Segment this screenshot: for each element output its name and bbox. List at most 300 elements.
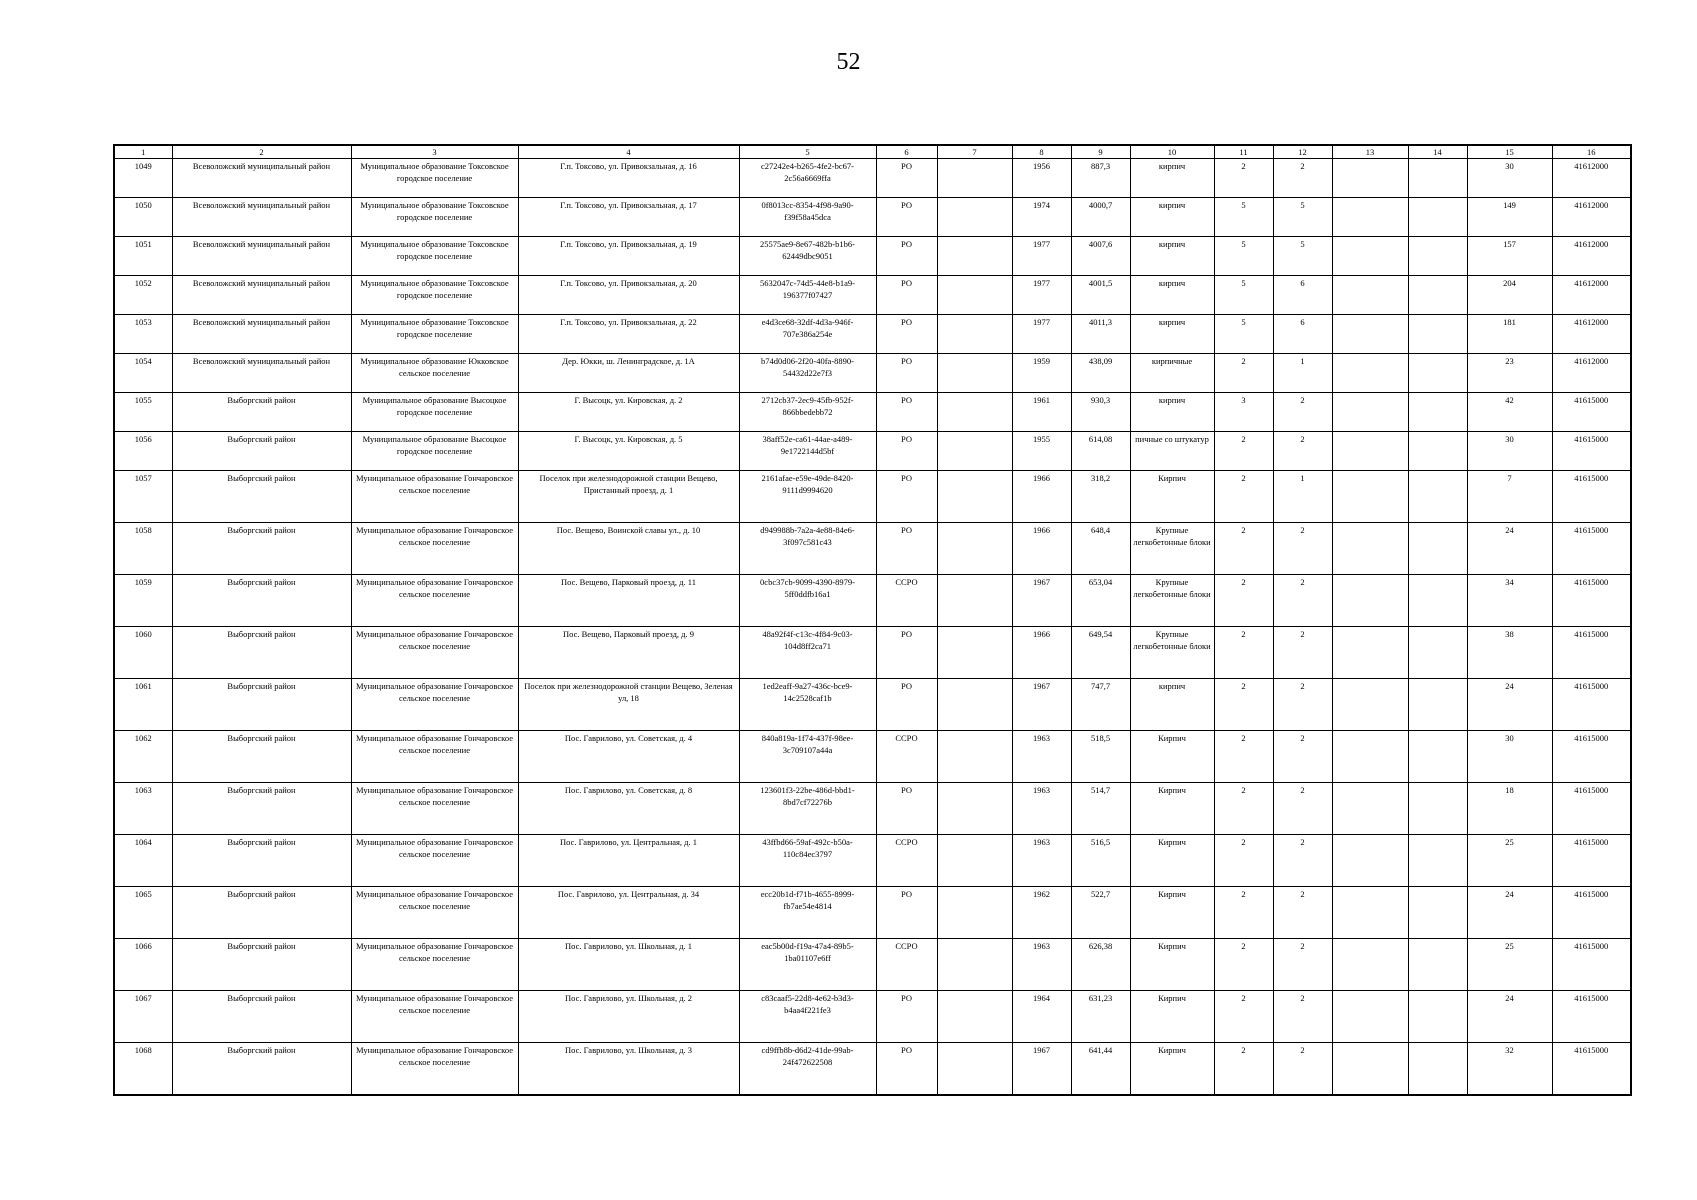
column-header: 2 bbox=[172, 145, 351, 159]
cell-col-5: 1ed2eaff-9a27-436c-bce9-14c2528caf1b bbox=[739, 679, 876, 731]
cell-col-2: Выборгский район bbox=[172, 783, 351, 835]
table-row bbox=[114, 679, 1631, 731]
cell-col-4: Г. Высоцк, ул. Кировская, д. 2 bbox=[518, 393, 739, 432]
cell-col-12: 2 bbox=[1273, 887, 1332, 939]
cell-col-4: Дер. Юкки, ш. Ленинградское, д. 1А bbox=[518, 354, 739, 393]
cell-col-14 bbox=[1408, 731, 1467, 783]
cell-col-14 bbox=[1408, 887, 1467, 939]
cell-col-9: 631,23 bbox=[1071, 991, 1130, 1043]
cell-col-11: 2 bbox=[1214, 159, 1273, 198]
cell-col-7 bbox=[937, 679, 1012, 731]
cell-col-3: Муниципальное образование Гончаровское сельское поселение bbox=[351, 939, 518, 991]
table-row bbox=[114, 731, 1631, 783]
cell-col-14 bbox=[1408, 679, 1467, 731]
cell-col-6: РО bbox=[876, 276, 937, 315]
cell-col-7 bbox=[937, 627, 1012, 679]
cell-col-5: c27242e4-b265-4fe2-bc67-2c56a6669ffa bbox=[739, 159, 876, 198]
table-row bbox=[114, 523, 1631, 575]
cell-col-4: Г.п. Токсово, ул. Привокзальная, д. 17 bbox=[518, 198, 739, 237]
cell-col-2: Выборгский район bbox=[172, 1043, 351, 1096]
cell-col-8: 1963 bbox=[1012, 783, 1071, 835]
cell-col-10: Крупные легкобетонные блоки bbox=[1130, 627, 1214, 679]
cell-col-8: 1959 bbox=[1012, 354, 1071, 393]
cell-col-13 bbox=[1332, 315, 1408, 354]
cell-col-6: ССРО bbox=[876, 575, 937, 627]
cell-col-16: 41612000 bbox=[1552, 315, 1631, 354]
cell-col-6: РО bbox=[876, 315, 937, 354]
cell-col-1: 1064 bbox=[114, 835, 172, 887]
cell-col-2: Выборгский район bbox=[172, 523, 351, 575]
cell-col-4: Пос. Гаврилово, ул. Школьная, д. 1 bbox=[518, 939, 739, 991]
cell-col-1: 1050 bbox=[114, 198, 172, 237]
header-row bbox=[114, 145, 1631, 159]
cell-col-6: РО bbox=[876, 1043, 937, 1096]
cell-col-11: 2 bbox=[1214, 575, 1273, 627]
table-row bbox=[114, 393, 1631, 432]
cell-col-8: 1977 bbox=[1012, 237, 1071, 276]
cell-col-11: 2 bbox=[1214, 939, 1273, 991]
cell-col-4: Г.п. Токсово, ул. Привокзальная, д. 22 bbox=[518, 315, 739, 354]
cell-col-14 bbox=[1408, 523, 1467, 575]
cell-col-2: Выборгский район bbox=[172, 939, 351, 991]
cell-col-6: ССРО bbox=[876, 835, 937, 887]
table-header bbox=[114, 145, 1631, 159]
cell-col-11: 2 bbox=[1214, 783, 1273, 835]
cell-col-7 bbox=[937, 783, 1012, 835]
cell-col-15: 157 bbox=[1467, 237, 1552, 276]
cell-col-6: РО bbox=[876, 159, 937, 198]
cell-col-8: 1956 bbox=[1012, 159, 1071, 198]
cell-col-12: 2 bbox=[1273, 523, 1332, 575]
cell-col-8: 1961 bbox=[1012, 393, 1071, 432]
cell-col-13 bbox=[1332, 887, 1408, 939]
cell-col-14 bbox=[1408, 835, 1467, 887]
cell-col-9: 4000,7 bbox=[1071, 198, 1130, 237]
cell-col-5: c83caaf5-22d8-4e62-b3d3-b4aa4f221fe3 bbox=[739, 991, 876, 1043]
cell-col-3: Муниципальное образование Гончаровское сельское поселение bbox=[351, 627, 518, 679]
cell-col-14 bbox=[1408, 627, 1467, 679]
cell-col-7 bbox=[937, 432, 1012, 471]
cell-col-9: 649,54 bbox=[1071, 627, 1130, 679]
cell-col-11: 2 bbox=[1214, 731, 1273, 783]
cell-col-15: 181 bbox=[1467, 315, 1552, 354]
cell-col-14 bbox=[1408, 1043, 1467, 1096]
column-header: 11 bbox=[1214, 145, 1273, 159]
cell-col-16: 41615000 bbox=[1552, 575, 1631, 627]
cell-col-2: Выборгский район bbox=[172, 731, 351, 783]
cell-col-11: 5 bbox=[1214, 276, 1273, 315]
table-row bbox=[114, 354, 1631, 393]
cell-col-7 bbox=[937, 731, 1012, 783]
cell-col-8: 1967 bbox=[1012, 1043, 1071, 1096]
cell-col-7 bbox=[937, 1043, 1012, 1096]
cell-col-10: Крупные легкобетонные блоки bbox=[1130, 575, 1214, 627]
column-header: 8 bbox=[1012, 145, 1071, 159]
cell-col-4: Пос. Вещево, Парковый проезд, д. 9 bbox=[518, 627, 739, 679]
cell-col-5: 38aff52e-ca61-44ae-a489-9e1722144d5bf bbox=[739, 432, 876, 471]
cell-col-8: 1966 bbox=[1012, 523, 1071, 575]
cell-col-14 bbox=[1408, 276, 1467, 315]
cell-col-4: Г. Высоцк, ул. Кировская, д. 5 bbox=[518, 432, 739, 471]
cell-col-4: Пос. Гаврилово, ул. Советская, д. 4 bbox=[518, 731, 739, 783]
table-row bbox=[114, 1043, 1631, 1096]
cell-col-10: кирпич bbox=[1130, 159, 1214, 198]
cell-col-2: Всеволожский муниципальный район bbox=[172, 315, 351, 354]
cell-col-3: Муниципальное образование Высоцкое городское поселение bbox=[351, 432, 518, 471]
cell-col-6: РО bbox=[876, 393, 937, 432]
cell-col-8: 1977 bbox=[1012, 276, 1071, 315]
cell-col-12: 5 bbox=[1273, 237, 1332, 276]
cell-col-11: 3 bbox=[1214, 393, 1273, 432]
cell-col-2: Выборгский район bbox=[172, 627, 351, 679]
cell-col-13 bbox=[1332, 731, 1408, 783]
cell-col-2: Выборгский район bbox=[172, 835, 351, 887]
cell-col-6: РО bbox=[876, 887, 937, 939]
table-row bbox=[114, 159, 1631, 198]
cell-col-6: РО bbox=[876, 198, 937, 237]
cell-col-8: 1977 bbox=[1012, 315, 1071, 354]
cell-col-15: 25 bbox=[1467, 835, 1552, 887]
cell-col-15: 32 bbox=[1467, 1043, 1552, 1096]
cell-col-14 bbox=[1408, 354, 1467, 393]
column-header: 3 bbox=[351, 145, 518, 159]
cell-col-7 bbox=[937, 835, 1012, 887]
cell-col-15: 24 bbox=[1467, 679, 1552, 731]
cell-col-10: Кирпич bbox=[1130, 731, 1214, 783]
cell-col-6: РО bbox=[876, 432, 937, 471]
cell-col-16: 41612000 bbox=[1552, 276, 1631, 315]
cell-col-1: 1054 bbox=[114, 354, 172, 393]
cell-col-7 bbox=[937, 887, 1012, 939]
cell-col-2: Выборгский район bbox=[172, 679, 351, 731]
table-row bbox=[114, 939, 1631, 991]
cell-col-13 bbox=[1332, 159, 1408, 198]
cell-col-12: 2 bbox=[1273, 835, 1332, 887]
cell-col-5: 43ffbd66-59af-492c-b50a-110c84ec3797 bbox=[739, 835, 876, 887]
cell-col-10: пичные со штукатур bbox=[1130, 432, 1214, 471]
cell-col-7 bbox=[937, 575, 1012, 627]
column-header: 10 bbox=[1130, 145, 1214, 159]
cell-col-7 bbox=[937, 159, 1012, 198]
table-row bbox=[114, 237, 1631, 276]
cell-col-16: 41612000 bbox=[1552, 354, 1631, 393]
cell-col-10: Кирпич bbox=[1130, 939, 1214, 991]
page-number: 52 bbox=[836, 49, 861, 75]
cell-col-7 bbox=[937, 237, 1012, 276]
cell-col-12: 2 bbox=[1273, 783, 1332, 835]
cell-col-1: 1061 bbox=[114, 679, 172, 731]
column-header: 16 bbox=[1552, 145, 1631, 159]
cell-col-1: 1049 bbox=[114, 159, 172, 198]
cell-col-8: 1974 bbox=[1012, 198, 1071, 237]
cell-col-1: 1067 bbox=[114, 991, 172, 1043]
cell-col-3: Муниципальное образование Токсовское городское поселение bbox=[351, 237, 518, 276]
cell-col-12: 2 bbox=[1273, 393, 1332, 432]
cell-col-13 bbox=[1332, 237, 1408, 276]
cell-col-8: 1963 bbox=[1012, 835, 1071, 887]
cell-col-14 bbox=[1408, 315, 1467, 354]
cell-col-13 bbox=[1332, 679, 1408, 731]
cell-col-9: 516,5 bbox=[1071, 835, 1130, 887]
cell-col-7 bbox=[937, 276, 1012, 315]
cell-col-4: Поселок при железнодорожной станции Вещево, Зеленая ул, 18 bbox=[518, 679, 739, 731]
cell-col-15: 18 bbox=[1467, 783, 1552, 835]
cell-col-13 bbox=[1332, 523, 1408, 575]
cell-col-15: 34 bbox=[1467, 575, 1552, 627]
cell-col-4: Пос. Гаврилово, ул. Центральная, д. 34 bbox=[518, 887, 739, 939]
cell-col-14 bbox=[1408, 471, 1467, 523]
cell-col-10: Крупные легкобетонные блоки bbox=[1130, 523, 1214, 575]
cell-col-1: 1059 bbox=[114, 575, 172, 627]
cell-col-5: 48a92f4f-c13c-4f84-9c03-104d8ff2ca71 bbox=[739, 627, 876, 679]
cell-col-13 bbox=[1332, 627, 1408, 679]
table-row bbox=[114, 276, 1631, 315]
table-row bbox=[114, 783, 1631, 835]
cell-col-8: 1962 bbox=[1012, 887, 1071, 939]
cell-col-3: Муниципальное образование Гончаровское сельское поселение bbox=[351, 835, 518, 887]
cell-col-10: Кирпич bbox=[1130, 471, 1214, 523]
table-row bbox=[114, 627, 1631, 679]
cell-col-6: РО bbox=[876, 471, 937, 523]
cell-col-3: Муниципальное образование Гончаровское сельское поселение bbox=[351, 1043, 518, 1096]
cell-col-8: 1963 bbox=[1012, 939, 1071, 991]
cell-col-15: 149 bbox=[1467, 198, 1552, 237]
cell-col-1: 1058 bbox=[114, 523, 172, 575]
cell-col-15: 24 bbox=[1467, 887, 1552, 939]
cell-col-1: 1065 bbox=[114, 887, 172, 939]
cell-col-2: Всеволожский муниципальный район bbox=[172, 198, 351, 237]
cell-col-13 bbox=[1332, 276, 1408, 315]
cell-col-14 bbox=[1408, 783, 1467, 835]
table-row bbox=[114, 991, 1631, 1043]
cell-col-1: 1053 bbox=[114, 315, 172, 354]
cell-col-11: 5 bbox=[1214, 237, 1273, 276]
cell-col-6: РО bbox=[876, 783, 937, 835]
column-header: 14 bbox=[1408, 145, 1467, 159]
table-row bbox=[114, 198, 1631, 237]
cell-col-9: 653,04 bbox=[1071, 575, 1130, 627]
cell-col-11: 2 bbox=[1214, 679, 1273, 731]
cell-col-10: кирпич bbox=[1130, 315, 1214, 354]
cell-col-12: 2 bbox=[1273, 575, 1332, 627]
cell-col-5: cd9ffb8b-d6d2-41de-99ab-24f472622508 bbox=[739, 1043, 876, 1096]
cell-col-6: ССРО bbox=[876, 731, 937, 783]
cell-col-1: 1066 bbox=[114, 939, 172, 991]
cell-col-16: 41615000 bbox=[1552, 679, 1631, 731]
cell-col-3: Муниципальное образование Гончаровское сельское поселение bbox=[351, 679, 518, 731]
cell-col-16: 41615000 bbox=[1552, 991, 1631, 1043]
cell-col-12: 6 bbox=[1273, 315, 1332, 354]
cell-col-7 bbox=[937, 393, 1012, 432]
cell-col-11: 2 bbox=[1214, 887, 1273, 939]
cell-col-12: 6 bbox=[1273, 276, 1332, 315]
cell-col-11: 2 bbox=[1214, 354, 1273, 393]
cell-col-10: кирпичные bbox=[1130, 354, 1214, 393]
cell-col-12: 2 bbox=[1273, 679, 1332, 731]
column-header: 9 bbox=[1071, 145, 1130, 159]
cell-col-5: ecc20b1d-f71b-4655-8999-fb7ae54e4814 bbox=[739, 887, 876, 939]
cell-col-3: Муниципальное образование Гончаровское сельское поселение bbox=[351, 887, 518, 939]
cell-col-8: 1955 bbox=[1012, 432, 1071, 471]
cell-col-3: Муниципальное образование Токсовское городское поселение bbox=[351, 159, 518, 198]
cell-col-13 bbox=[1332, 1043, 1408, 1096]
cell-col-4: Пос. Гаврилово, ул. Школьная, д. 2 bbox=[518, 991, 739, 1043]
cell-col-13 bbox=[1332, 575, 1408, 627]
cell-col-15: 7 bbox=[1467, 471, 1552, 523]
cell-col-16: 41615000 bbox=[1552, 627, 1631, 679]
cell-col-16: 41615000 bbox=[1552, 471, 1631, 523]
cell-col-5: e4d3ce68-32df-4d3a-946f-707e386a254e bbox=[739, 315, 876, 354]
cell-col-4: Пос. Гаврилово, ул. Школьная, д. 3 bbox=[518, 1043, 739, 1096]
cell-col-11: 5 bbox=[1214, 315, 1273, 354]
cell-col-9: 887,3 bbox=[1071, 159, 1130, 198]
cell-col-7 bbox=[937, 939, 1012, 991]
cell-col-12: 2 bbox=[1273, 991, 1332, 1043]
cell-col-3: Муниципальное образование Гончаровское сельское поселение bbox=[351, 575, 518, 627]
cell-col-11: 2 bbox=[1214, 991, 1273, 1043]
cell-col-2: Всеволожский муниципальный район bbox=[172, 354, 351, 393]
cell-col-13 bbox=[1332, 835, 1408, 887]
cell-col-10: Кирпич bbox=[1130, 991, 1214, 1043]
cell-col-9: 614,08 bbox=[1071, 432, 1130, 471]
cell-col-12: 1 bbox=[1273, 471, 1332, 523]
cell-col-6: ССРО bbox=[876, 939, 937, 991]
cell-col-9: 518,5 bbox=[1071, 731, 1130, 783]
cell-col-4: Пос. Вещево, Парковый проезд, д. 11 bbox=[518, 575, 739, 627]
cell-col-16: 41612000 bbox=[1552, 159, 1631, 198]
cell-col-6: РО bbox=[876, 679, 937, 731]
cell-col-1: 1062 bbox=[114, 731, 172, 783]
cell-col-2: Всеволожский муниципальный район bbox=[172, 159, 351, 198]
cell-col-16: 41615000 bbox=[1552, 887, 1631, 939]
cell-col-14 bbox=[1408, 575, 1467, 627]
cell-col-4: Г.п. Токсово, ул. Привокзальная, д. 19 bbox=[518, 237, 739, 276]
cell-col-1: 1052 bbox=[114, 276, 172, 315]
cell-col-9: 318,2 bbox=[1071, 471, 1130, 523]
cell-col-5: d949988b-7a2a-4e88-84e6-3f097c581c43 bbox=[739, 523, 876, 575]
cell-col-14 bbox=[1408, 939, 1467, 991]
cell-col-9: 514,7 bbox=[1071, 783, 1130, 835]
cell-col-16: 41615000 bbox=[1552, 1043, 1631, 1096]
cell-col-11: 2 bbox=[1214, 471, 1273, 523]
cell-col-14 bbox=[1408, 393, 1467, 432]
cell-col-15: 24 bbox=[1467, 991, 1552, 1043]
cell-col-6: РО bbox=[876, 237, 937, 276]
cell-col-13 bbox=[1332, 354, 1408, 393]
cell-col-6: РО bbox=[876, 627, 937, 679]
cell-col-5: 2712cb37-2ec9-45fb-952f-866bbedebb72 bbox=[739, 393, 876, 432]
table-row bbox=[114, 887, 1631, 939]
cell-col-6: РО bbox=[876, 354, 937, 393]
cell-col-2: Всеволожский муниципальный район bbox=[172, 276, 351, 315]
column-header: 7 bbox=[937, 145, 1012, 159]
cell-col-3: Муниципальное образование Токсовское городское поселение bbox=[351, 198, 518, 237]
cell-col-9: 641,44 bbox=[1071, 1043, 1130, 1096]
cell-col-4: Поселок при железнодорожной станции Вещево, Пристанный проезд, д. 1 bbox=[518, 471, 739, 523]
cell-col-7 bbox=[937, 315, 1012, 354]
table-row bbox=[114, 315, 1631, 354]
column-header: 5 bbox=[739, 145, 876, 159]
cell-col-5: 0f8013cc-8354-4f98-9a90-f39f58a45dca bbox=[739, 198, 876, 237]
cell-col-10: кирпич bbox=[1130, 276, 1214, 315]
cell-col-15: 38 bbox=[1467, 627, 1552, 679]
cell-col-3: Муниципальное образование Гончаровское сельское поселение bbox=[351, 523, 518, 575]
cell-col-14 bbox=[1408, 159, 1467, 198]
cell-col-2: Выборгский район bbox=[172, 432, 351, 471]
cell-col-2: Выборгский район bbox=[172, 471, 351, 523]
cell-col-12: 2 bbox=[1273, 159, 1332, 198]
cell-col-10: Кирпич bbox=[1130, 835, 1214, 887]
cell-col-14 bbox=[1408, 432, 1467, 471]
column-header: 6 bbox=[876, 145, 937, 159]
cell-col-8: 1967 bbox=[1012, 575, 1071, 627]
cell-col-5: 5632047c-74d5-44e8-b1a9-196377f07427 bbox=[739, 276, 876, 315]
cell-col-9: 747,7 bbox=[1071, 679, 1130, 731]
cell-col-10: кирпич bbox=[1130, 679, 1214, 731]
cell-col-15: 30 bbox=[1467, 159, 1552, 198]
cell-col-15: 204 bbox=[1467, 276, 1552, 315]
cell-col-12: 2 bbox=[1273, 939, 1332, 991]
cell-col-9: 626,38 bbox=[1071, 939, 1130, 991]
cell-col-10: кирпич bbox=[1130, 237, 1214, 276]
cell-col-16: 41615000 bbox=[1552, 432, 1631, 471]
cell-col-12: 2 bbox=[1273, 627, 1332, 679]
cell-col-13 bbox=[1332, 991, 1408, 1043]
table-row bbox=[114, 835, 1631, 887]
table-row bbox=[114, 432, 1631, 471]
cell-col-1: 1056 bbox=[114, 432, 172, 471]
cell-col-8: 1966 bbox=[1012, 471, 1071, 523]
cell-col-16: 41615000 bbox=[1552, 835, 1631, 887]
cell-col-12: 2 bbox=[1273, 731, 1332, 783]
cell-col-1: 1051 bbox=[114, 237, 172, 276]
cell-col-15: 30 bbox=[1467, 731, 1552, 783]
cell-col-2: Всеволожский муниципальный район bbox=[172, 237, 351, 276]
cell-col-9: 4011,3 bbox=[1071, 315, 1130, 354]
cell-col-11: 2 bbox=[1214, 835, 1273, 887]
cell-col-9: 4001,5 bbox=[1071, 276, 1130, 315]
cell-col-13 bbox=[1332, 939, 1408, 991]
registry-table bbox=[113, 144, 1632, 1096]
cell-col-5: 2161afae-e59e-49de-8420-9111d9994620 bbox=[739, 471, 876, 523]
cell-col-3: Муниципальное образование Гончаровское сельское поселение bbox=[351, 991, 518, 1043]
cell-col-9: 522,7 bbox=[1071, 887, 1130, 939]
cell-col-13 bbox=[1332, 783, 1408, 835]
cell-col-5: eac5b00d-f19a-47a4-89b5-1ba01107e6ff bbox=[739, 939, 876, 991]
cell-col-5: b74d0d06-2f20-40fa-8890-54432d22e7f3 bbox=[739, 354, 876, 393]
cell-col-4: Пос. Гаврилово, ул. Советская, д. 8 bbox=[518, 783, 739, 835]
column-header: 15 bbox=[1467, 145, 1552, 159]
cell-col-4: Пос. Гаврилово, ул. Центральная, д. 1 bbox=[518, 835, 739, 887]
cell-col-5: 123601f3-22be-486d-bbd1-8bd7cf72276b bbox=[739, 783, 876, 835]
cell-col-8: 1967 bbox=[1012, 679, 1071, 731]
cell-col-3: Муниципальное образование Гончаровское сельское поселение bbox=[351, 471, 518, 523]
cell-col-15: 25 bbox=[1467, 939, 1552, 991]
cell-col-9: 4007,6 bbox=[1071, 237, 1130, 276]
cell-col-2: Выборгский район bbox=[172, 393, 351, 432]
cell-col-3: Муниципальное образование Токсовское городское поселение bbox=[351, 315, 518, 354]
cell-col-4: Г.п. Токсово, ул. Привокзальная, д. 20 bbox=[518, 276, 739, 315]
column-header: 13 bbox=[1332, 145, 1408, 159]
cell-col-9: 930,3 bbox=[1071, 393, 1130, 432]
cell-col-2: Выборгский район bbox=[172, 991, 351, 1043]
cell-col-4: Пос. Вещево, Воинской славы ул., д. 10 bbox=[518, 523, 739, 575]
cell-col-2: Выборгский район bbox=[172, 575, 351, 627]
cell-col-14 bbox=[1408, 237, 1467, 276]
cell-col-1: 1063 bbox=[114, 783, 172, 835]
cell-col-8: 1963 bbox=[1012, 731, 1071, 783]
cell-col-15: 42 bbox=[1467, 393, 1552, 432]
